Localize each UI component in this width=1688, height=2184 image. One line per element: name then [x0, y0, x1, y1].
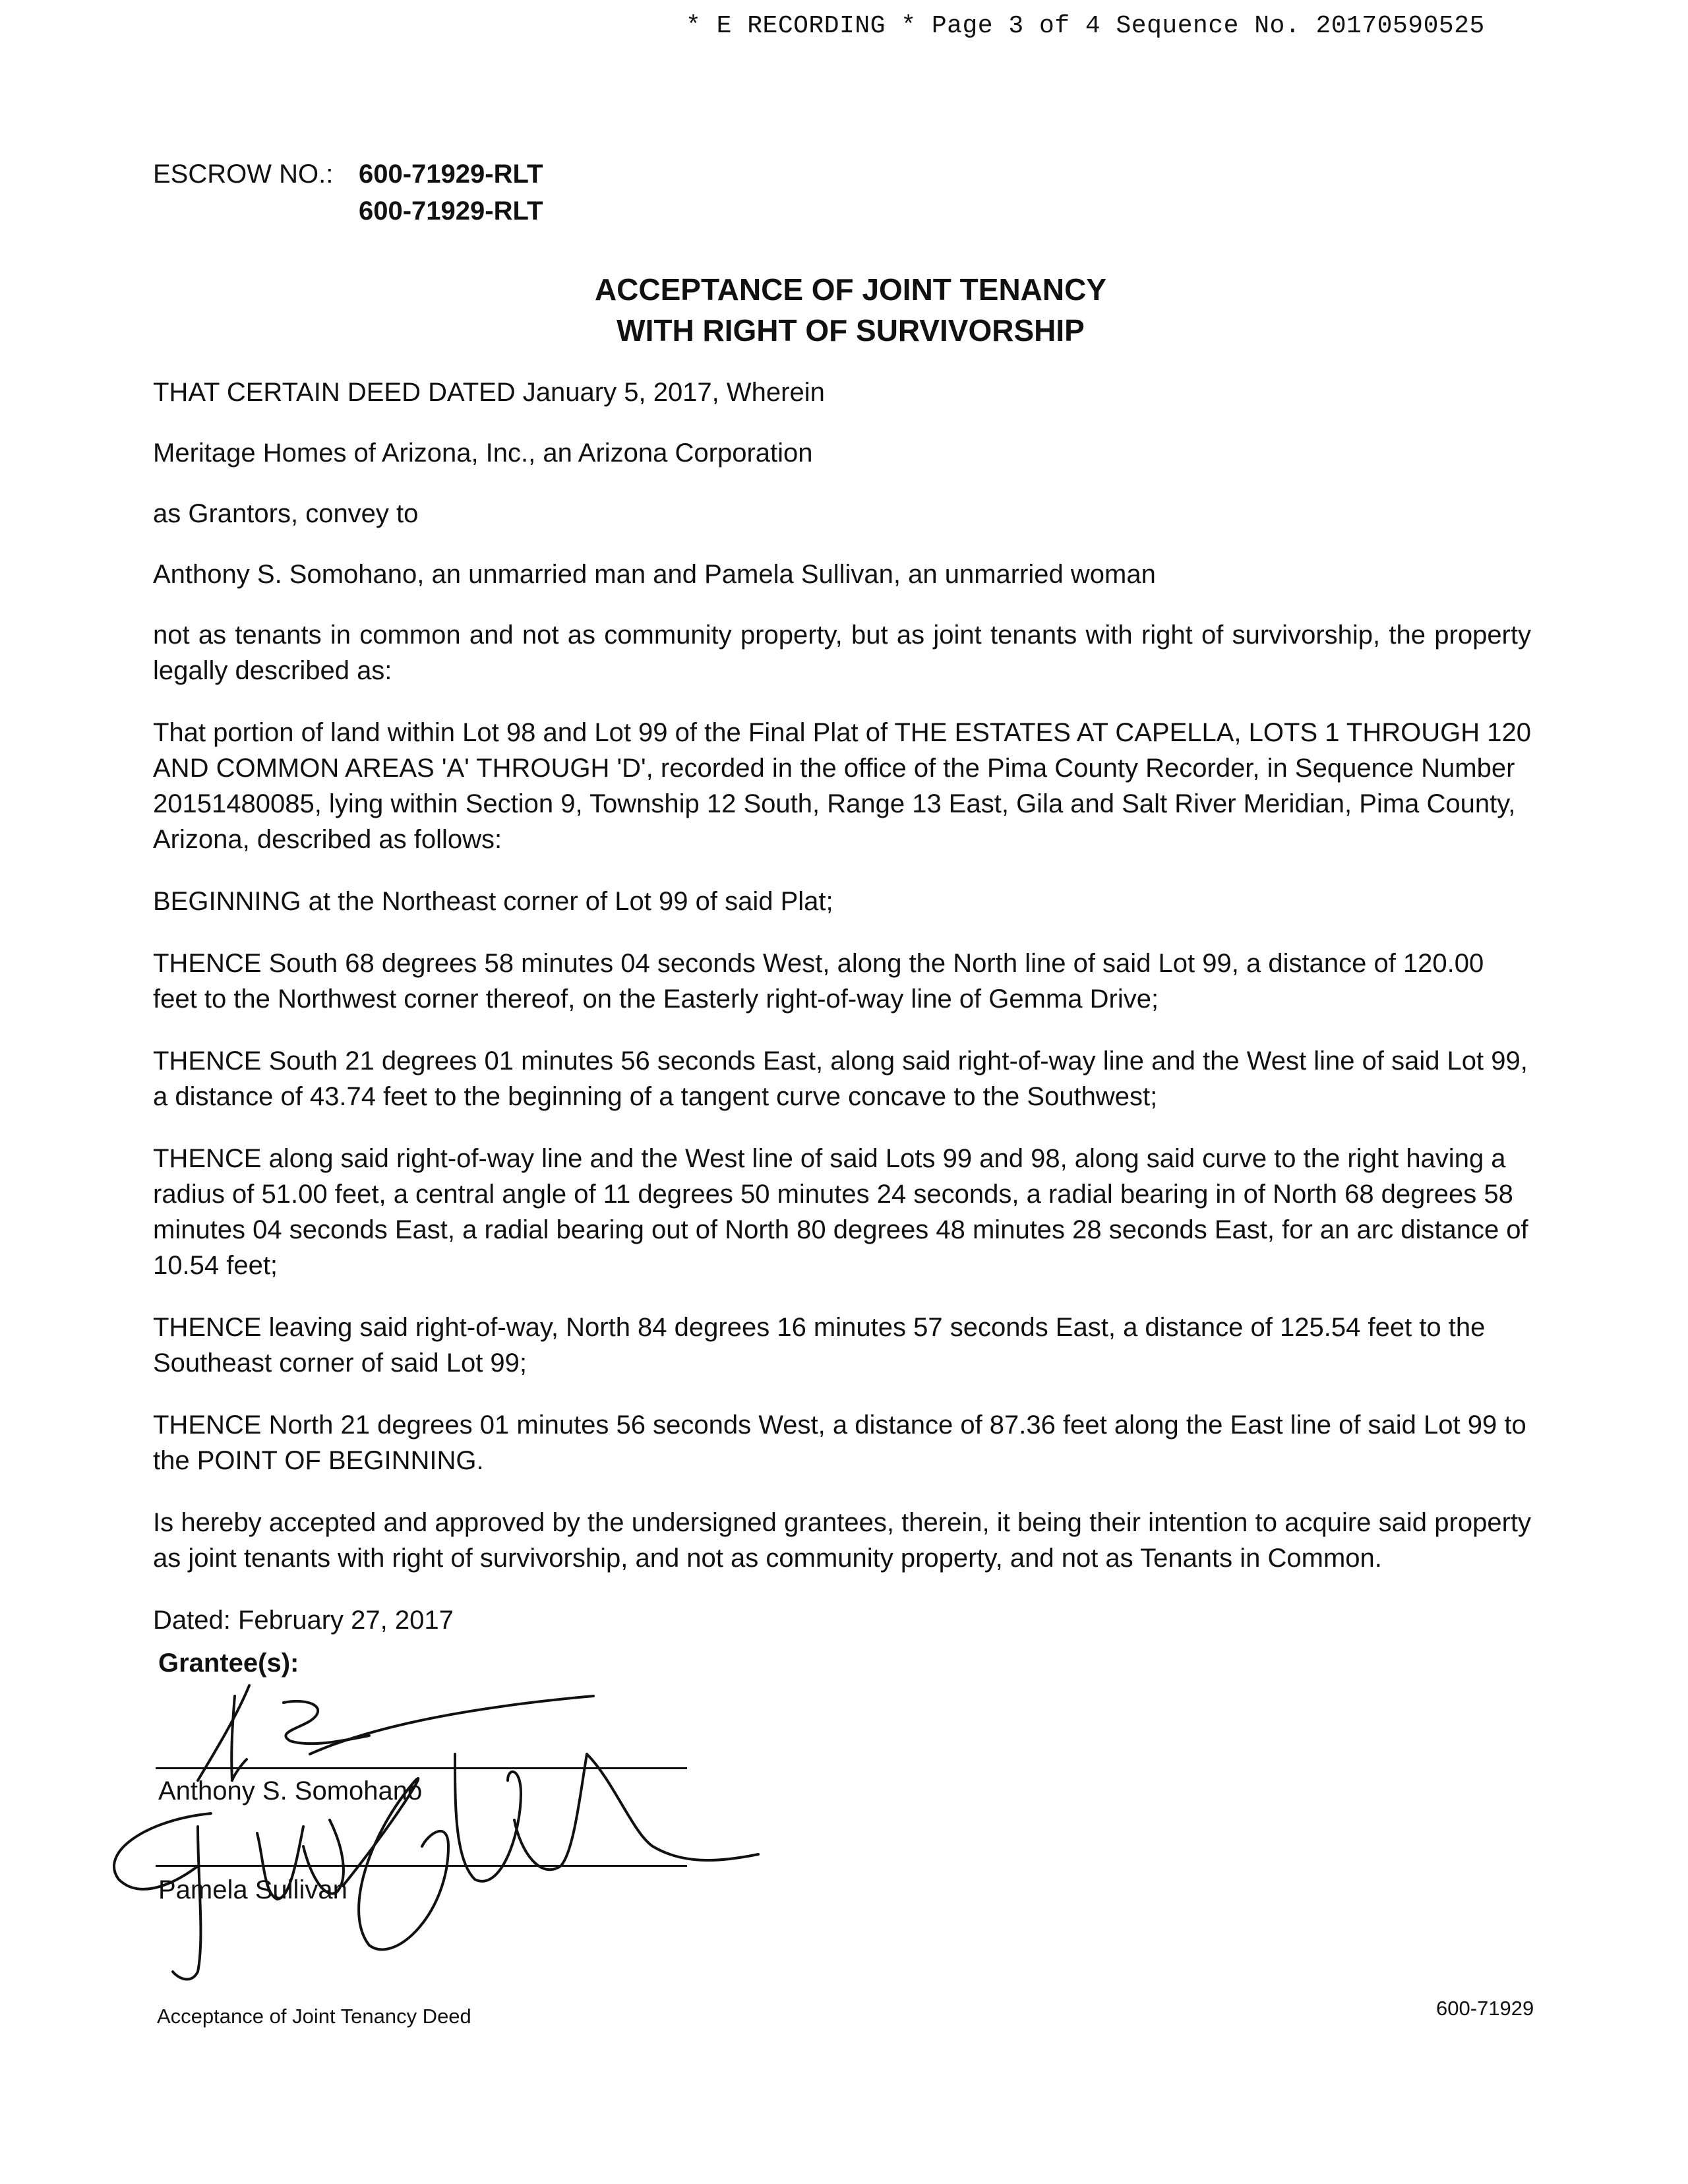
grantees-paragraph: Anthony S. Somohano, an unmarried man and Pamela Sullivan, an unmarried woman: [153, 560, 1156, 589]
signature-stroke: [232, 1759, 247, 1780]
signature-stroke: [114, 1813, 211, 1889]
dated-line: Dated: February 27, 2017: [153, 1606, 454, 1635]
signature-stroke: [257, 1827, 303, 1899]
signature-stroke: [310, 1696, 593, 1754]
signature-stroke: [231, 1696, 235, 1780]
title-line-1: ACCEPTANCE OF JOINT TENANCY: [594, 272, 1107, 307]
footer-document-title: Acceptance of Joint Tenancy Deed: [157, 2005, 471, 2028]
signature-stroke: [173, 1827, 200, 1980]
thence-paragraph-4: THENCE leaving said right-of-way, North 84 degrees 16 minutes 57 seconds East, a distance of 125.54 feet to the Southeast corner of said Lot 99;: [153, 1313, 1486, 1378]
legal-description-paragraph: That portion of land within Lot 98 and Lot 99 of the Final Plat of THE ESTATES AT CAPELLA, LOTS 1 THROUGH 120 AND COMMON AREAS 'A' THROUGH 'D', recorded in the office of the Pima County Recorder, in Sequence Number 20151480085, lying within Section 9, Township 12 South, Range 13 East, Gila and Salt River Meridian, Pima County, Arizona, described as follows:: [153, 718, 1531, 854]
escrow-number: 600-71929-RLT: [359, 197, 543, 226]
convey-paragraph: as Grantors, convey to: [153, 499, 419, 528]
acceptance-paragraph: Is hereby accepted and approved by the undersigned grantees, therein, it being their intention to acquire said property as joint tenants with right of survivorship, and not as community property, and not as Tenants in Common.: [153, 1508, 1531, 1573]
grantees-label: Grantee(s):: [158, 1649, 299, 1678]
footer-escrow-number: 600-71929: [1436, 1997, 1534, 2020]
title-line-2: WITH RIGHT OF SURVIVORSHIP: [617, 313, 1085, 348]
tenancy-paragraph: not as tenants in common and not as community property, but as joint tenants with right of survivorship, the property legally described as:: [153, 621, 1531, 685]
signer-name-1: Anthony S. Somohano: [158, 1776, 423, 1805]
signature-stroke: [343, 1778, 448, 1949]
escrow-number: 600-71929-RLT: [359, 160, 543, 189]
signature-stroke: [303, 1820, 344, 1894]
thence-paragraph-5: THENCE North 21 degrees 01 minutes 56 seconds West, a distance of 87.36 feet along the East line of said Lot 99 to the POINT OF BEGINNING.: [153, 1410, 1526, 1475]
thence-paragraph-2: THENCE South 21 degrees 01 minutes 56 seconds East, along said right-of-way line and the West line of said Lot 99, a distance of 43.74 feet to the beginning of a tangent curve concave to the Southwest;: [153, 1046, 1528, 1111]
recording-header: * E RECORDING * Page 3 of 4 Sequence No. 20170590525: [686, 12, 1485, 40]
signer-name-2: Pamela Sullivan: [158, 1875, 347, 1904]
grantor-paragraph: Meritage Homes of Arizona, Inc., an Arizona Corporation: [153, 439, 813, 468]
beginning-paragraph: BEGINNING at the Northeast corner of Lot 99 of said Plat;: [153, 887, 833, 916]
escrow-label: ESCROW NO.:: [153, 160, 334, 189]
signature-stroke: [514, 1754, 587, 1869]
deed-dated-paragraph: THAT CERTAIN DEED DATED January 5, 2017, Wherein: [153, 378, 825, 407]
thence-paragraph-1: THENCE South 68 degrees 58 minutes 04 seconds West, along the North line of said Lot 99, a distance of 120.00 feet to the Northwest corner thereof, on the Easterly right-of-way line of Gemma Drive;: [153, 949, 1484, 1014]
signature-stroke: [455, 1754, 521, 1881]
thence-paragraph-3: THENCE along said right-of-way line and the West line of said Lots 99 and 98, along said curve to the right having a radius of 51.00 feet, a central angle of 11 degrees 50 minutes 24 seconds, a radial bearing in of North 68 degrees 58 minutes 04 seconds East, a radial bearing out of North 80 degrees 48 minutes 28 seconds East, for an arc distance of 10.54 feet;: [153, 1144, 1528, 1280]
signature-stroke: [587, 1754, 758, 1860]
